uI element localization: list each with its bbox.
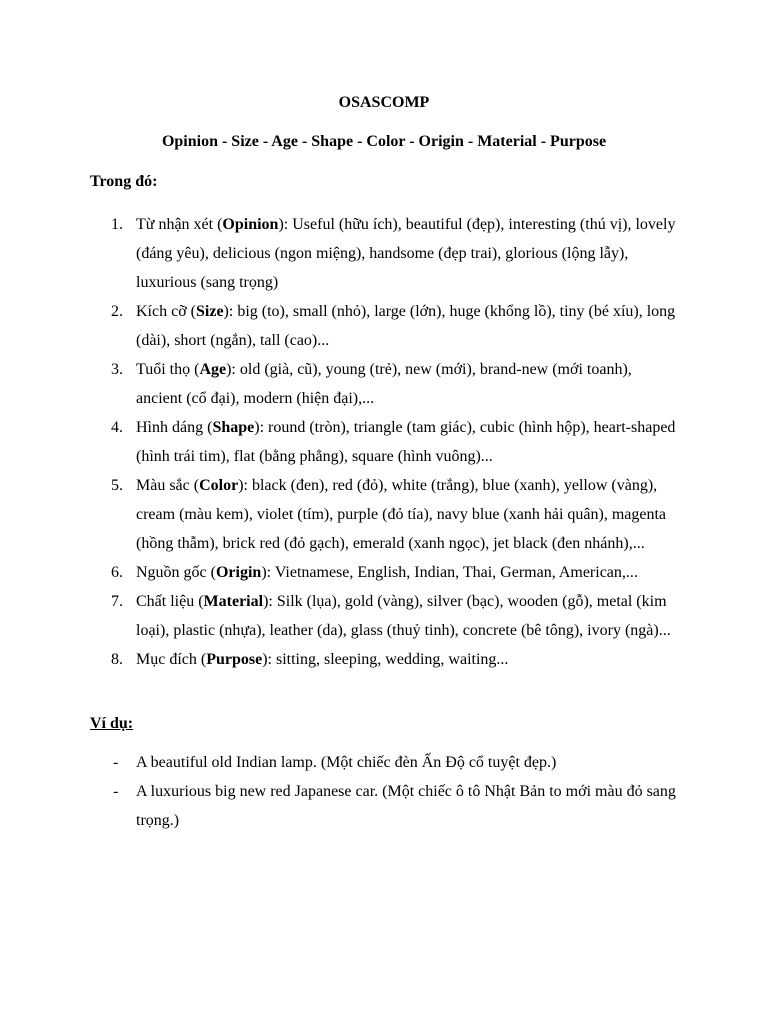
item-term: Shape	[212, 419, 255, 436]
list-item	[0, 355, 681, 413]
example-item	[0, 748, 681, 777]
list-item	[0, 471, 681, 558]
item-term: Purpose	[206, 651, 263, 668]
item-term: Size	[196, 303, 224, 320]
example-item	[0, 777, 681, 835]
list-number: 2.	[111, 303, 123, 320]
list-number: 1.	[111, 216, 123, 233]
item-text-post: ): old (già, cũ), young (trẻ), new (mới), brand-new (mới toanh), ancient (cổ đại), modern (hiện đại),...	[136, 361, 632, 407]
item-text-pre: Tuổi thọ (	[136, 361, 200, 378]
item-text-pre: Kích cỡ (	[136, 303, 196, 320]
list-item	[0, 413, 681, 471]
list-item	[0, 645, 681, 674]
item-text-post: ): round (tròn), triangle (tam giác), cubic (hình hộp), heart-shaped (hình trái tim), flat (bằng phẳng), square (hình vuông)...	[136, 419, 676, 465]
item-text-post: ): big (to), small (nhỏ), large (lớn), huge (khổng lồ), tiny (bé xíu), long (dài), short (ngắn), tall (cao)...	[136, 303, 676, 349]
list-item	[0, 558, 681, 587]
item-term: Opinion	[222, 216, 279, 233]
item-text-pre: Từ nhận xét (	[136, 216, 223, 233]
item-text-pre: Hình dáng (	[136, 419, 213, 436]
list-number: 6.	[111, 564, 123, 581]
list-number: 4.	[111, 419, 123, 436]
list-item	[0, 587, 681, 645]
section-heading-trong-do: Trong đó:	[90, 173, 158, 190]
list-number: 3.	[111, 361, 123, 378]
item-text-pre: Nguồn gốc (	[136, 564, 216, 581]
item-term: Color	[199, 477, 239, 494]
bullet-dash: -	[113, 783, 119, 800]
item-text-pre: Chất liệu (	[136, 593, 204, 610]
example-text: A luxurious big new red Japanese car. (Một chiếc ô tô Nhật Bản to mới màu đỏ sang trọng.)	[136, 783, 676, 829]
section-heading-vi-du: Ví dụ:	[90, 715, 134, 732]
item-text-post: ): Useful (hữu ích), beautiful (đẹp), interesting (thú vị), lovely (đáng yêu), delicious (ngon miệng), handsome (đẹp trai), glorious (lộng lẫy), luxurious (sang trọng)	[136, 216, 676, 291]
item-text-post: ): Silk (lụa), gold (vàng), silver (bạc), wooden (gỗ), metal (kim loại), plastic (nhựa), leather (da), glass (thuỷ tinh), concrete (bê tông), ivory (ngà)...	[136, 593, 671, 639]
list-item	[0, 210, 681, 297]
bullet-dash: -	[113, 754, 119, 771]
item-text-post: ): sitting, sleeping, wedding, waiting...	[262, 651, 509, 668]
document-title: OSASCOMP	[338, 94, 430, 111]
example-list	[0, 748, 768, 835]
list-number: 7.	[111, 593, 123, 610]
item-text-post: ): Vietnamese, English, Indian, Thai, German, American,...	[261, 564, 638, 581]
item-text-pre: Mục đích (	[136, 651, 207, 668]
list-number: 8.	[111, 651, 123, 668]
example-text: A beautiful old Indian lamp. (Một chiếc đèn Ấn Độ cổ tuyệt đẹp.)	[136, 754, 557, 771]
item-term: Age	[199, 361, 227, 378]
item-term: Origin	[215, 564, 262, 581]
item-text-post: ): black (đen), red (đỏ), white (trắng), blue (xanh), yellow (vàng), cream (màu kem), violet (tím), purple (đỏ tía), navy blue (xanh hải quân), magenta (hồng thẫm), brick red (đỏ gạch), emerald (xanh ngọc), jet black (đen nhánh),...	[136, 477, 667, 552]
list-item	[0, 297, 681, 355]
adjective-order-formula: Opinion - Size - Age - Shape - Color - Origin - Material - Purpose	[161, 133, 607, 150]
adjective-category-list	[0, 210, 768, 674]
item-term: Material	[203, 593, 264, 610]
item-text-pre: Màu sắc (	[136, 477, 200, 494]
list-number: 5.	[111, 477, 123, 494]
